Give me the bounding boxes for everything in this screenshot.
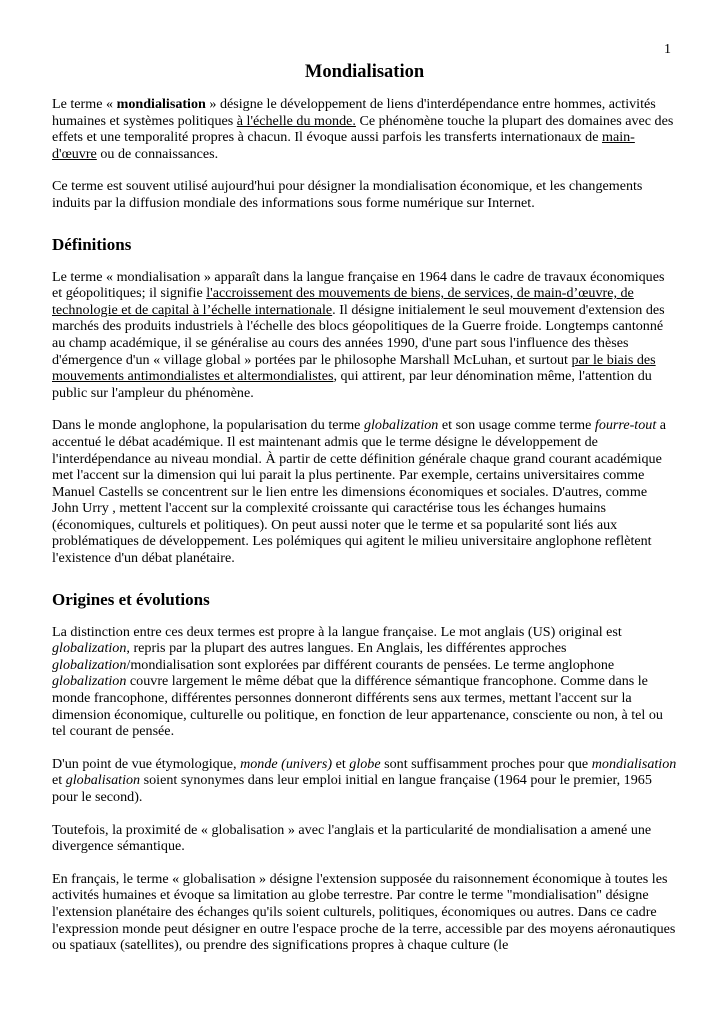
document-title: Mondialisation [304, 62, 425, 82]
italic-term: globalization [363, 417, 439, 434]
italic-term: globalization [52, 673, 127, 690]
italic-term: fourre-tout [594, 417, 657, 434]
underlined-phrase: à l'échelle du monde. [236, 112, 356, 129]
italic-term: globalization [52, 656, 127, 673]
definitions-paragraph-1: Le terme « mondialisation » apparaît dans la langue française en 1964 dans le cadre de travaux économiques et géopolitiques; il signifie l'accroissement des mouvements de biens, de services, de main-d’œuvre, de technologie et de capital à l’échelle internationale. Il désigne initialement le seul mouvement d'extension des marchés des produits industriels à l'échelle des blocs géopolitiques de la Guerre froide. Longtemps cantonné au champ académique, il se généralise au cours des années 1990, d'une part sous l'influence des thèses d'émergence d'un « village global » portées par le philosophe Marshall McLuhan, et surtout par le biais des mouvements antimondialistes et altermondialistes, qui attirent, par leur dénomination même, l'attention du public sur l'ampleur du phénomène. [52, 268, 665, 401]
origines-paragraph-3: Toutefois, la proximité de « globalisation » avec l'anglais et la particularité de mondialisation a amené une divergence sémantique. [52, 821, 652, 855]
definitions-paragraph-2: Dans le monde anglophone, la popularisation du terme globalization et son usage comme terme fourre-tout a accentué le débat académique. Il est maintenant admis que le terme désigne le développement de l'interdépendance au niveau mondial. À partir de cette définition générale chaque grand courant académique met l'accent sur la dimension qui lui parait la plus pertinente. Par exemple, certains universitaires comme Manuel Castells se concentrent sur le lien entre les dimensions économiques et sociales. D'autres, comme John Urry , mettent l'accent sur la complexité croissante qui caractérise tous les échanges humains (économiques, culturels et politiques). On peut aussi noter que le terme et sa popularité sont liés aux problématiques de développement. Les polémiques qui agitent le milieu universitaire anglophone reflètent l'existence d'un débat planétaire. [52, 417, 667, 567]
origines-paragraph-1: La distinction entre ces deux termes est propre à la langue française. Le mot anglais (US) original est globalization, repris par la plupart des autres langues. En Anglais, les différentes approches globalization/mondialisation sont explorées par différent courants de pensées. Le terme anglophone globalization couvre largement le même débat que la différence sémantique francophone. Comme dans le monde francophone, différentes personnes donneront différents sens aux termes, mettant l'accent sur la dimension économique, culturelle ou politique, en fonction de leur appartenance, consciente ou non, à tel ou tel courant de pensée. [52, 623, 663, 740]
section-heading-origines: Origines et évolutions [52, 589, 210, 609]
bold-term: mondialisation [116, 96, 206, 112]
italic-term: globe [349, 755, 381, 772]
page-number: 1 [664, 42, 671, 57]
intro-paragraph-1: Le terme « mondialisation » désigne le développement de liens d'interdépendance entre hommes, activités humaines et systèmes politiques à l'échelle du monde. Ce phénomène touche la plupart des domaines avec des effets et une temporalité propres à chacun. Il évoque aussi parfois les transferts internationaux de main-d'œuvre ou de connaissances. [52, 96, 674, 162]
origines-paragraph-4: En français, le terme « globalisation » désigne l'extension supposée du raisonnement économique à toutes les activités humaines et évoque sa limitation au globe terrestre. Par contre le terme "mondialisation" désigne l'extension planétaire des échanges qu'ils soient culturels, politiques, économiques ou autres. Dans ce cadre l'expression monde peut désigner en outre l'espace proche de la terre, accessible par des moyens aéronautiques ou spatiaux (satellites), ou prendre des significations propres à chaque culture (le [52, 870, 676, 954]
underlined-phrase: main-d'œuvre [52, 129, 635, 162]
italic-term: globalization [52, 640, 127, 657]
origines-paragraph-2: D'un point de vue étymologique, monde (univers) et globe sont suffisamment proches pour que mondialisation et globalisation soient synonymes dans leur emploi initial en langue française (1964 pour le premier, 1965 pour le second). [52, 755, 677, 805]
italic-term: mondialisation [591, 755, 677, 772]
italic-term: monde (univers) [240, 755, 333, 772]
underlined-phrase: l'accroissement des mouvements de biens, de services, de main-d’œuvre, de technologie et de capital à l’échelle internationale [52, 285, 634, 318]
intro-paragraph-2: Ce terme est souvent utilisé aujourd'hui pour désigner la mondialisation économique, et les changements induits par la diffusion mondiale des informations sous forme numérique sur Internet. [52, 178, 643, 211]
underlined-phrase: par le biais des mouvements antimondialistes et altermondialistes [52, 351, 656, 385]
document-body [52, 60, 677, 970]
section-heading-definitions: Définitions [52, 234, 132, 254]
italic-term: globalisation [65, 772, 141, 789]
